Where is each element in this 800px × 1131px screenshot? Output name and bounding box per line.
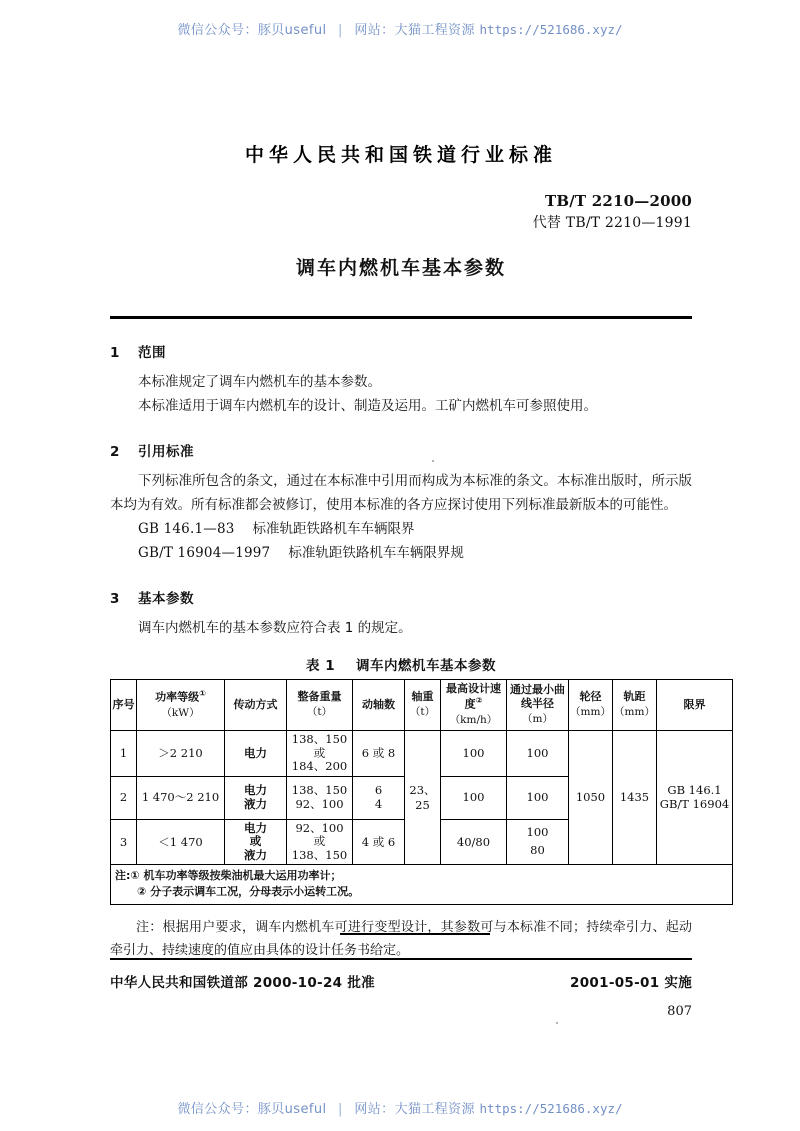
reference-item-1 <box>110 517 692 541</box>
reference-2-title: 标准轨距铁路机车车辆限界规 <box>288 545 464 562</box>
section-3-paragraph-1: 调车内燃机车的基本参数应符合表 1 的规定。 <box>138 620 412 637</box>
row-3-service-weight-line-1: 92、100 <box>295 820 344 835</box>
document-title: 中华人民共和国铁道行业标准 <box>244 144 557 166</box>
after-table-note: 注：根据用户要求，调车内燃机车可进行变型设计，其参数可与本标准不同；持续牵引力、起动牵引力、持续速度的值应由具体的设计任务书给定。 <box>110 920 692 958</box>
watermark-url: https://521686.xyz/ <box>479 1101 623 1116</box>
row-3-service-weight-line-3: 138、150 <box>291 847 348 862</box>
reference-1-code: GB 146.1—83 <box>138 521 235 537</box>
track-gauge-merged: 1435 <box>613 730 657 864</box>
table-note-2: ② 分子表示调车工况，分母表示小运转工况。 <box>137 885 360 899</box>
row-3-driving-axles: 4 或 6 <box>353 819 405 865</box>
header-wheel-diameter-label: 轮径 <box>579 690 602 704</box>
row-1-transmission <box>225 730 287 776</box>
table-notes-row <box>111 865 733 905</box>
section-1-title: 范围 <box>138 344 166 361</box>
row-1-power-level: ＞2 210 <box>137 730 225 776</box>
replaces-label: 代替 <box>532 215 562 232</box>
parameters-table <box>110 679 733 905</box>
row-2-transmission-line-2: 液力 <box>244 796 267 811</box>
header-power-level <box>137 680 225 731</box>
table-caption-title: 调车内燃机车基本参数 <box>355 658 496 675</box>
section-1-heading <box>110 341 692 361</box>
row-2-power-level: 1 470～2 210 <box>137 776 225 819</box>
row-2-service-weight <box>287 776 353 819</box>
header-clearance <box>657 680 733 731</box>
section-3-number: 3 <box>110 591 120 608</box>
header-min-curve-radius-label: 通过最小曲线半径 <box>510 682 565 711</box>
table-caption <box>110 654 692 674</box>
document-page <box>110 0 730 963</box>
row-2-service-weight-line-2: 92、100 <box>295 796 344 811</box>
reference-1-title: 标准轨距铁路机车车辆限界 <box>252 521 415 537</box>
watermark-wechat-label: 微信公众号：豚贝useful <box>177 1102 327 1117</box>
clearance-line-2: GB/T 16904 <box>659 796 730 811</box>
reference-item-2 <box>110 541 692 565</box>
watermark-separator: | <box>338 23 343 38</box>
scan-speck <box>556 1022 558 1024</box>
header-max-speed-unit: （km/h） <box>449 714 498 727</box>
section-3-heading <box>110 587 692 607</box>
scan-speck <box>432 460 434 462</box>
table-notes <box>111 865 733 905</box>
header-max-speed-sup: ② <box>475 696 483 706</box>
section-2-heading <box>110 440 692 460</box>
row-3-min-curve-radius-line-1: 100 <box>526 825 549 840</box>
watermark-bottom <box>0 1098 800 1117</box>
section-1-paragraph-1: 本标准规定了调车内燃机车的基本参数。 <box>138 373 381 390</box>
row-3-service-weight <box>287 819 353 865</box>
table-note-1: 注:① 机车功率等级按柴油机最大运用功率计； <box>115 869 342 883</box>
row-3-transmission <box>225 819 287 865</box>
header-seq <box>111 680 137 731</box>
standard-number: TB/T 2210—2000 <box>545 192 692 210</box>
watermark-wechat-label: 微信公众号：豚贝useful <box>177 23 327 38</box>
header-min-curve-radius <box>507 680 569 731</box>
row-3-min-curve-radius <box>507 819 569 865</box>
row-1-service-weight-line-1: 138、150 <box>291 731 348 746</box>
header-track-gauge <box>613 680 657 731</box>
header-power-level-unit: （kW） <box>161 707 200 720</box>
header-transmission-label: 传动方式 <box>233 697 278 711</box>
header-service-weight <box>287 680 353 731</box>
watermark-site-label: 网站：大猫工程资源 <box>354 23 475 38</box>
row-2-max-speed: 100 <box>441 776 507 819</box>
header-service-weight-label: 整备重量 <box>297 690 342 704</box>
row-1-service-weight <box>287 730 353 776</box>
row-1-service-weight-line-2: 或 <box>313 745 326 760</box>
page-number: 807 <box>667 1004 692 1019</box>
row-2-driving-axles <box>353 776 405 819</box>
axle-load-merged: 23、25 <box>405 730 441 864</box>
header-clearance-label: 限界 <box>683 697 706 711</box>
row-1-min-curve-radius: 100 <box>507 730 569 776</box>
row-3-max-speed: 40/80 <box>441 819 507 865</box>
header-service-weight-unit: （t） <box>306 706 333 719</box>
header-power-level-sup: ① <box>199 689 206 699</box>
footer-short-divider <box>340 933 490 935</box>
row-3-transmission-line-3: 液力 <box>244 847 267 862</box>
header-power-level-label: 功率等级 <box>155 690 200 704</box>
watermark-site-label: 网站：大猫工程资源 <box>354 1102 475 1117</box>
footer-effective: 2001-05-01 实施 <box>570 975 692 991</box>
header-axle-load-unit: （t） <box>409 706 436 719</box>
row-3-transmission-line-1: 电力 <box>244 820 267 835</box>
row-2-transmission-line-1: 电力 <box>244 783 267 798</box>
section-1-paragraph-2: 本标准适用于调车内燃机车的设计、制造及运用。工矿内燃机车可参照使用。 <box>138 397 597 414</box>
subject-title: 调车内燃机车基本参数 <box>295 256 506 279</box>
header-driving-axles <box>353 680 405 731</box>
table-row <box>111 730 733 776</box>
header-wheel-diameter-unit: （mm） <box>570 706 611 719</box>
section-references <box>110 440 692 565</box>
header-seq-label: 序号 <box>112 697 135 711</box>
row-1-max-speed: 100 <box>441 730 507 776</box>
header-track-gauge-unit: （mm） <box>614 706 655 719</box>
row-3-min-curve-radius-line-2: 80 <box>530 842 545 857</box>
section-3-title: 基本参数 <box>138 591 194 608</box>
header-max-speed-label: 最高设计速度 <box>446 682 501 711</box>
standard-replaces <box>110 213 692 235</box>
title-divider <box>110 316 692 319</box>
row-2-min-curve-radius: 100 <box>507 776 569 819</box>
row-1-transmission-line-1: 电力 <box>244 745 267 760</box>
header-driving-axles-label: 动轴数 <box>362 697 395 711</box>
header-track-gauge-label: 轨距 <box>623 690 646 704</box>
section-1-number: 1 <box>110 344 120 361</box>
header-axle-load-label: 轴重 <box>411 690 434 704</box>
section-2-title: 引用标准 <box>138 443 194 460</box>
row-2-seq: 2 <box>111 776 137 819</box>
row-3-seq: 3 <box>111 819 137 865</box>
row-3-transmission-line-2: 或 <box>249 834 262 849</box>
section-scope <box>110 341 692 418</box>
watermark-separator: | <box>338 1102 343 1117</box>
row-1-service-weight-line-3: 184、200 <box>291 759 348 774</box>
row-1-seq: 1 <box>111 730 137 776</box>
table-caption-label: 表 1 <box>306 658 336 675</box>
row-3-power-level: ＜1 470 <box>137 819 225 865</box>
row-2-driving-axles-line-1: 6 <box>374 783 383 798</box>
header-min-curve-radius-unit: （m） <box>522 713 553 726</box>
replaces-code: TB/T 2210—1991 <box>565 215 692 232</box>
section-basic-parameters <box>110 587 692 640</box>
section-2-number: 2 <box>110 443 120 460</box>
header-max-speed <box>441 680 507 731</box>
section-2-paragraph-1: 下列标准所包含的条文，通过在本标准中引用而构成为本标准的条文。本标准出版时，所示版本均为有效。所有标准都会被修订，使用本标准的各方应探讨使用下列标准最新版本的可能性。 <box>110 472 692 513</box>
row-1-driving-axles: 6 或 8 <box>353 730 405 776</box>
watermark-url: https://521686.xyz/ <box>479 22 623 37</box>
reference-2-code: GB/T 16904—1997 <box>138 545 271 562</box>
footer-divider <box>110 958 692 960</box>
footer-row <box>110 971 692 991</box>
footer-approval: 中华人民共和国铁道部 2000-10-24 批准 <box>110 975 375 991</box>
header-axle-load <box>405 680 441 731</box>
clearance-line-1: GB 146.1 <box>667 783 722 798</box>
row-2-service-weight-line-1: 138、150 <box>291 783 348 798</box>
row-2-driving-axles-line-2: 4 <box>374 796 383 811</box>
clearance-merged <box>657 730 733 864</box>
row-2-transmission <box>225 776 287 819</box>
header-wheel-diameter <box>569 680 613 731</box>
standard-code-block <box>110 190 692 235</box>
table-header-row <box>111 680 733 731</box>
row-3-service-weight-line-2: 或 <box>313 834 326 849</box>
wheel-diameter-merged: 1050 <box>569 730 613 864</box>
header-transmission <box>225 680 287 731</box>
